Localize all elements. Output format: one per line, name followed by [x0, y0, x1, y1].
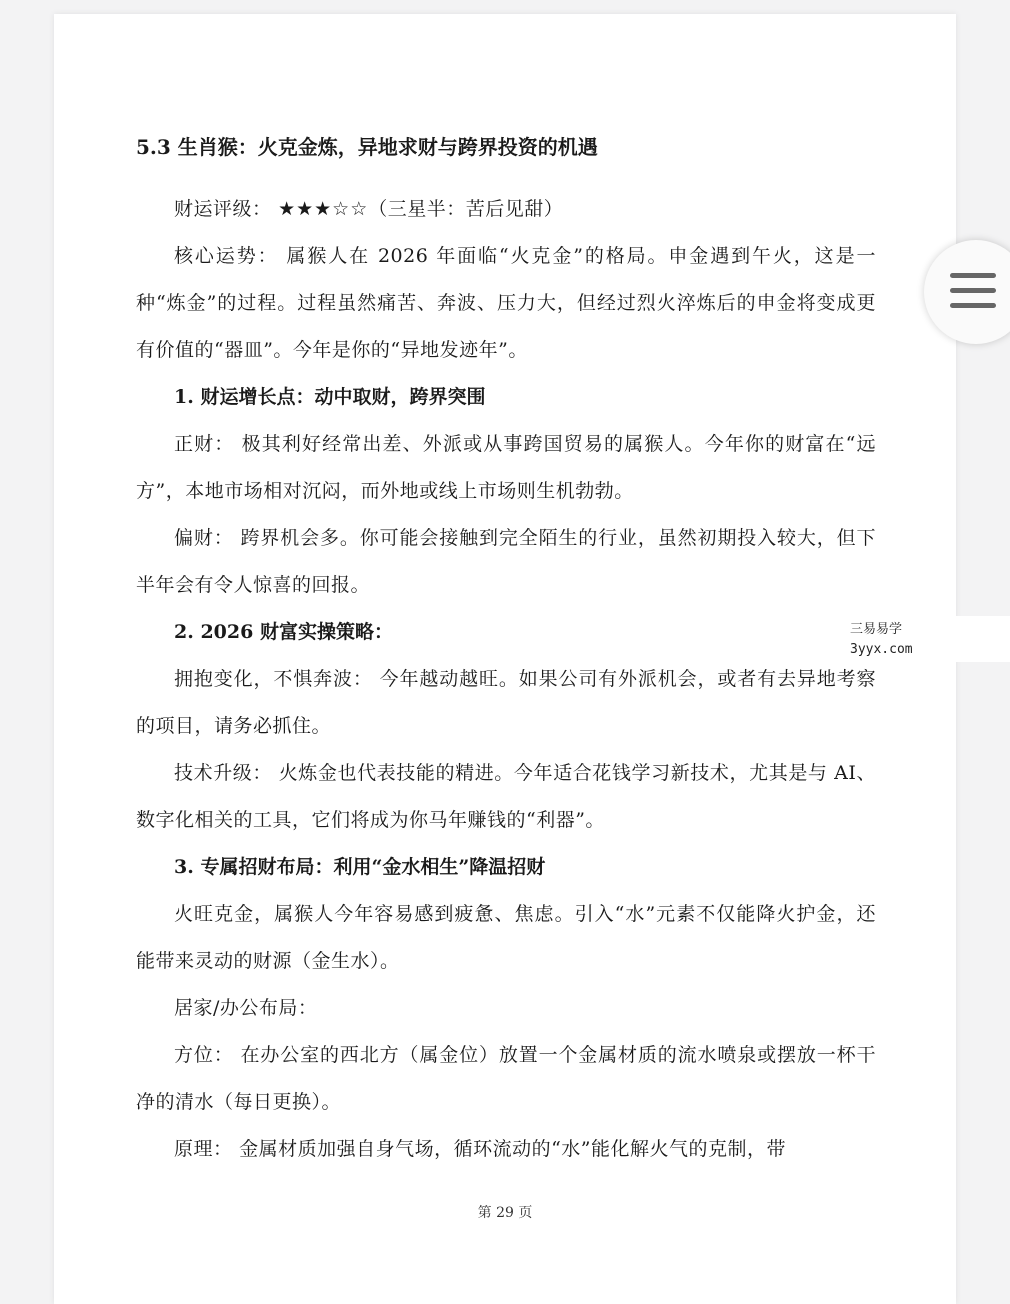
intro-paragraph: 火旺克金，属猴人今年容易感到疲惫、焦虑。引入“水”元素不仅能降火护金，还能带来灵动的财源（金生水）。 — [136, 903, 876, 972]
strategy-2-paragraph — [136, 750, 876, 844]
subheading-3: 3. 专属招财布局：利用“金水相生”降温招财 — [174, 856, 546, 878]
strategy-1-paragraph — [136, 656, 876, 750]
site-watermark — [838, 616, 1010, 662]
strategy-2-text: 火炼金也代表技能的精进。今年适合花钱学习新技术，尤其是与 AI、数字化相关的工具，它们将成为你马年赚钱的“利器”。 — [136, 762, 876, 831]
core-label: 核心运势： — [174, 245, 279, 267]
piancai-label: 偏财： — [174, 527, 234, 549]
piancai-paragraph — [136, 515, 876, 609]
yuanli-label: 原理： — [174, 1138, 233, 1160]
rating-stars: ★★★☆☆ — [278, 198, 369, 220]
core-paragraph — [136, 233, 876, 374]
yuanli-text: 金属材质加强自身气场，循环流动的“水”能化解火气的克制，带 — [239, 1138, 786, 1160]
zhengcai-paragraph — [136, 421, 876, 515]
strategy-1-label: 拥抱变化，不惧奔波： — [174, 668, 373, 690]
page-number: 第 29 页 — [477, 1205, 533, 1221]
layout-label: 居家/办公布局： — [174, 997, 318, 1019]
zhengcai-text: 极其利好经常出差、外派或从事跨国贸易的属猴人。今年你的财富在“远方”，本地市场相对沉闷，而外地或线上市场则生机勃勃。 — [136, 433, 876, 502]
document-page — [54, 14, 956, 1304]
watermark-name: 三易易学 — [850, 622, 903, 637]
page-content — [136, 132, 876, 1173]
fangwei-paragraph — [136, 1032, 876, 1126]
yuanli-paragraph — [136, 1126, 876, 1173]
fangwei-label: 方位： — [174, 1044, 234, 1066]
rating-note: （三星半：苦后见甜） — [368, 198, 564, 220]
subheading-1: 1. 财运增长点：动中取财，跨界突围 — [174, 386, 486, 408]
section-title: 5.3 生肖猴：火克金炼，异地求财与跨界投资的机遇 — [136, 135, 598, 159]
core-text: 属猴人在 2026 年面临“火克金”的格局。申金遇到午火，这是一种“炼金”的过程。过程虽然痛苦、奔波、压力大，但经过烈火淬炼后的申金将变成更有价值的“器皿”。今年是你的“异地发迹年”。 — [136, 245, 876, 361]
zhengcai-label: 正财： — [174, 433, 235, 455]
watermark-url: 3yyx.com — [850, 642, 913, 657]
strategy-2-label: 技术升级： — [174, 762, 273, 784]
rating-line — [136, 186, 876, 233]
subheading-2: 2. 2026 财富实操策略： — [174, 621, 393, 643]
strategy-1-text: 今年越动越旺。如果公司有外派机会，或者有去异地考察的项目，请务必抓住。 — [136, 668, 876, 737]
rating-label: 财运评级： — [174, 198, 272, 220]
piancai-text: 跨界机会多。你可能会接触到完全陌生的行业，虽然初期投入较大，但下半年会有令人惊喜的回报。 — [136, 527, 876, 596]
fangwei-text: 在办公室的西北方（属金位）放置一个金属材质的流水喷泉或摆放一杯干净的清水（每日更换）。 — [136, 1044, 876, 1113]
